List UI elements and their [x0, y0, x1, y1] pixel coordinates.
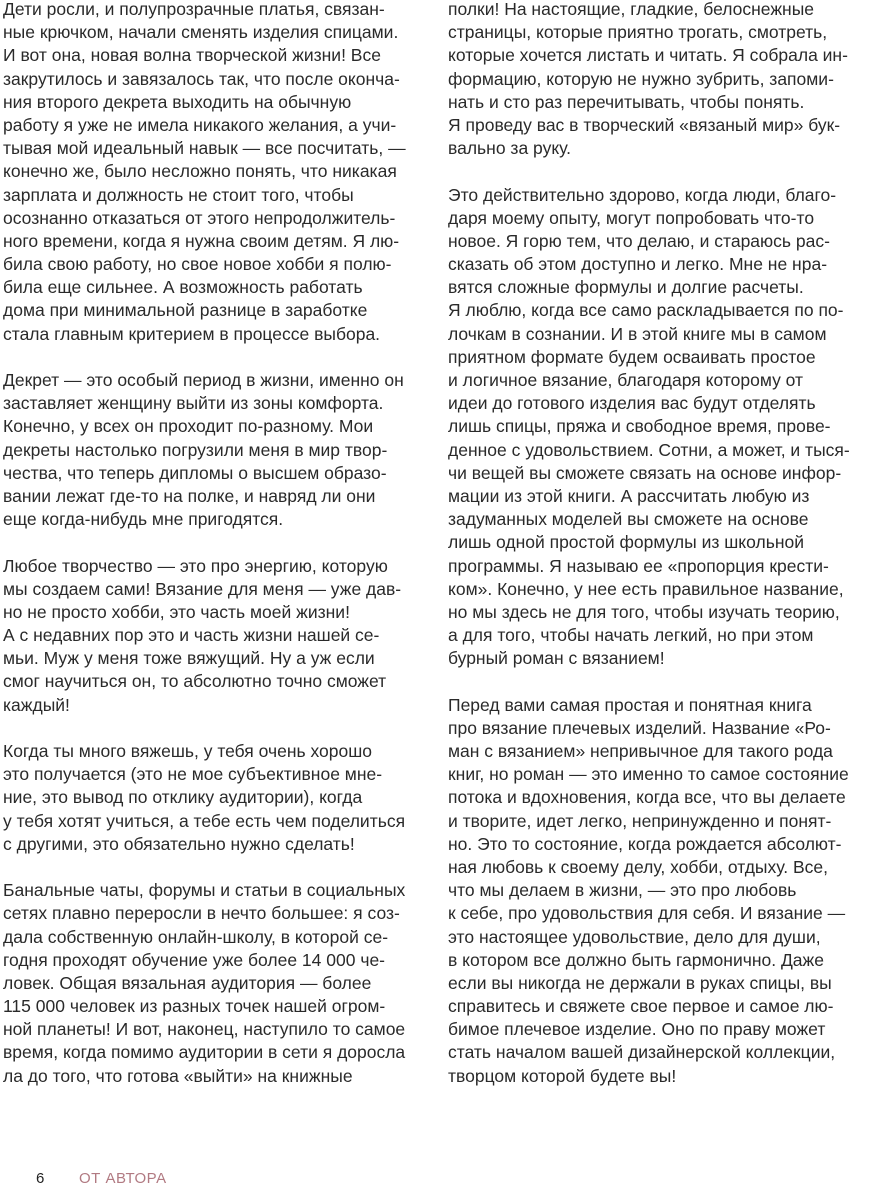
text-line: даря моему опыту, могут попробовать что-то — [448, 207, 815, 228]
text-line: Банальные чаты, форумы и статьи в социальных — [3, 880, 406, 901]
text-line: ла до того, что готова «выйти» на книжные — [3, 1065, 353, 1086]
paragraph-gap — [448, 160, 858, 183]
paragraph — [448, 184, 858, 671]
text-line: закрутилось и завязалось так, что после оконча- — [3, 68, 400, 89]
text-line: 115 000 человек из разных точек нашей огром- — [3, 996, 386, 1017]
text-line: с другими, это обязательно нужно сделать! — [3, 833, 355, 854]
text-line: идеи до готового изделия вас будут отделять — [448, 393, 816, 414]
text-line: к себе, про удовольствия для себя. И вязание — — [448, 903, 846, 924]
text-line: Я проведу вас в творческий «вязаный мир» бук- — [448, 114, 841, 135]
text-line: страницы, которые приятно трогать, смотреть, — [448, 22, 828, 43]
text-line: стала главным критерием в процессе выбора. — [3, 323, 381, 344]
text-line: время, когда помимо аудитории в сети я доросла — [3, 1042, 406, 1063]
paragraph — [3, 369, 413, 531]
text-line: Декрет — это особый период в жизни, именно он — [3, 370, 404, 390]
text-line: мы создаем сами! Вязание для меня — уже дав- — [3, 578, 402, 599]
text-line: чи вещей вы сможете связать на основе инфор- — [448, 462, 842, 483]
paragraph — [3, 740, 413, 856]
text-line: осознанно отказаться от этого непродолжитель- — [3, 207, 396, 228]
text-line: Я люблю, когда все само раскладывается по по- — [448, 300, 844, 321]
paragraph-gap — [3, 531, 413, 554]
text-line: справитесь и свяжете свое первое и самое лю- — [448, 996, 834, 1017]
text-line: приятном формате будем осваивать простое — [448, 346, 816, 367]
text-line: лочкам в сознании. И в этой книге мы в самом — [448, 323, 827, 344]
text-line: смог научиться он, то абсолютно точно сможет — [3, 671, 387, 692]
text-line: Дети росли, и полупрозрачные платья, связан- — [3, 0, 385, 19]
text-line: про вязание плечевых изделий. Название «Ро- — [448, 717, 831, 738]
text-line: била свою работу, но свое новое хобби я полю- — [3, 254, 392, 275]
paragraph-gap — [3, 856, 413, 879]
text-line: ной планеты! И вот, наконец, наступило то самое — [3, 1019, 406, 1040]
text-line: программы. Я называю ее «пропорция крести- — [448, 555, 829, 576]
page-footer — [0, 1170, 877, 1194]
text-line: это получается (это не мое субъективное мне- — [3, 764, 383, 785]
text-line: тывая мой идеальный навык — все посчитать, — — [3, 138, 406, 159]
text-line: мьи. Муж у меня тоже вяжущий. Ну а уж если — [3, 648, 375, 669]
right-text-column — [448, 0, 858, 1088]
text-line: била еще сильнее. А возможность работать — [3, 277, 363, 298]
text-line: стать началом вашей дизайнерской коллекции, — [448, 1042, 836, 1063]
text-line: что мы делаем в жизни, — это про любовь — [448, 880, 797, 901]
text-line: и логичное вязание, благодаря которому от — [448, 370, 804, 390]
text-line: конечно же, было несложно понять, что никакая — [3, 161, 397, 182]
text-line: А с недавних пор это и часть жизни нашей се- — [3, 625, 380, 646]
text-line: Конечно, у всех он проходит по-разному. Мои — [3, 416, 374, 437]
text-line: это настоящее удовольствие, дело для души, — [448, 926, 821, 947]
text-line: заставляет женщину выйти из зоны комфорта. — [3, 393, 384, 414]
text-line: сетях плавно переросли в нечто большее: я соз- — [3, 903, 400, 924]
text-line: мации из этой книги. А рассчитать любую из — [448, 485, 810, 506]
text-line: если вы никогда не держали в руках спицы, вы — [448, 972, 832, 993]
text-line: творцом которой будете вы! — [448, 1065, 677, 1086]
paragraph-gap — [3, 717, 413, 740]
paragraph-gap — [3, 346, 413, 369]
paragraph — [448, 694, 858, 1088]
text-line: каждый! — [3, 694, 70, 715]
text-line: книг, но роман — это именно то самое состояние — [448, 764, 849, 785]
text-line: И вот она, новая волна творческой жизни! Все — [3, 45, 381, 66]
paragraph-gap — [448, 670, 858, 693]
text-line: ная любовь к своему делу, хобби, отдыху. Все, — [448, 856, 828, 877]
text-line: Перед вами самая простая и понятная книга — [448, 694, 812, 715]
text-line: лишь спицы, пряжа и свободное время, прове- — [448, 416, 831, 437]
text-line: денное с удовольствием. Сотни, а может, и тыся- — [448, 439, 850, 460]
text-line: Это действительно здорово, когда люди, благо- — [448, 184, 837, 205]
text-line: Любое творчество — это про энергию, которую — [3, 555, 388, 576]
text-line: в котором все должно быть гармонично. Даже — [448, 949, 824, 970]
text-line: вании лежат где-то на полке, и навряд ли они — [3, 485, 376, 506]
paragraph — [3, 0, 413, 346]
text-line: потока и вдохновения, когда все, что вы делаете — [448, 787, 846, 808]
text-line: годня проходят обучение уже более 14 000 че- — [3, 949, 386, 970]
text-line: еще когда-нибудь мне пригодятся. — [3, 509, 284, 530]
text-line: но не просто хобби, это часть моей жизни! — [3, 601, 350, 622]
page-number: 6 — [36, 1170, 45, 1187]
text-line: декреты настолько погрузили меня в мир твор- — [3, 439, 388, 460]
text-line: сказать об этом доступно и легко. Мне не нра- — [448, 254, 828, 275]
text-line: ние, это вывод по отклику аудитории), когда — [3, 787, 363, 808]
text-line: полки! На настоящие, гладкие, белоснежные — [448, 0, 815, 19]
text-line: у тебя хотят учиться, а тебе есть чем поделиться — [3, 810, 406, 831]
text-line: которые хочется листать и читать. Я собрала ин- — [448, 45, 848, 66]
text-line: ные крючком, начали сменять изделия спицами. — [3, 22, 399, 43]
text-line: новое. Я горю тем, что делаю, и стараюсь рас- — [448, 230, 830, 251]
text-line: работу я уже не имела никакого желания, а учи- — [3, 114, 397, 135]
text-line: бурный роман с вязанием! — [448, 648, 665, 669]
paragraph — [3, 555, 413, 717]
text-line: но мы здесь не для того, чтобы изучать теорию, — [448, 601, 840, 622]
text-line: Когда ты много вяжешь, у тебя очень хорошо — [3, 741, 373, 761]
text-line: чества, что теперь дипломы о высшем образо- — [3, 462, 387, 483]
text-line: ного времени, когда я нужна своим детям. Я лю- — [3, 230, 400, 251]
text-line: вятся сложные формулы и долгие расчеты. — [448, 277, 804, 298]
text-line: дома при минимальной разнице в заработке — [3, 300, 368, 321]
text-line: ния второго декрета выходить на обычную — [3, 91, 352, 112]
text-line: но. Это то состояние, когда рождается абсолют- — [448, 833, 842, 854]
paragraph — [448, 0, 858, 160]
running-head: ОТ АВТОРА — [79, 1170, 167, 1187]
left-text-column — [3, 0, 413, 1088]
text-line: ком». Конечно, у нее есть правильное название, — [448, 578, 844, 599]
text-line: зарплата и должность не стоит того, чтобы — [3, 184, 354, 205]
text-line: ман с вязанием» непривычное для такого рода — [448, 741, 833, 761]
text-line: формацию, которую не нужно зубрить, запоми- — [448, 68, 834, 89]
text-line: нать и сто раз перечитывать, чтобы понять. — [448, 91, 805, 112]
text-line: лишь одной простой формулы из школьной — [448, 532, 804, 553]
text-line: а для того, чтобы начать легкий, но при этом — [448, 625, 814, 646]
text-line: и творите, идет легко, непринужденно и понят- — [448, 810, 832, 831]
text-line: задуманных моделей вы сможете на основе — [448, 509, 809, 530]
paragraph — [3, 879, 413, 1088]
text-line: вально за руку. — [448, 138, 572, 159]
text-line: бимое плечевое изделие. Оно по праву может — [448, 1019, 826, 1040]
text-line: ловек. Общая вязальная аудитория — более — [3, 972, 372, 993]
text-line: дала собственную онлайн-школу, в которой се- — [3, 926, 389, 947]
